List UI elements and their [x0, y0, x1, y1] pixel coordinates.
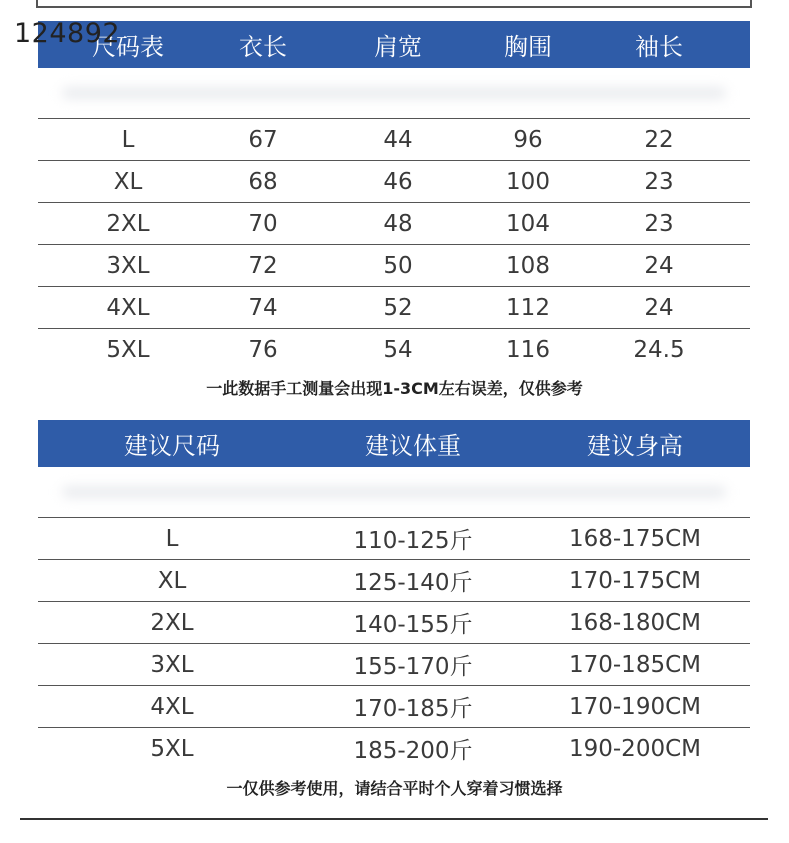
cell-size: XL	[113, 168, 143, 195]
cell-size: 2XL	[150, 609, 194, 636]
cell-length: 74	[248, 294, 278, 321]
table-row	[38, 202, 750, 244]
table-row	[38, 601, 750, 643]
blurred-band	[38, 467, 750, 517]
cell-chest: 96	[513, 126, 543, 153]
cell-height: 170-190CM	[568, 693, 701, 720]
cell-size: 3XL	[106, 252, 150, 279]
cell-shoulder: 50	[383, 252, 413, 279]
size-chart-header	[38, 21, 750, 68]
cell-size: 3XL	[150, 651, 194, 678]
table-row	[38, 517, 750, 559]
cell-shoulder: 48	[383, 210, 413, 237]
cell-chest: 112	[506, 294, 550, 321]
header-suggested-size: 建议尺码	[124, 432, 220, 460]
watermark-number: 124892	[14, 18, 121, 49]
cell-length: 70	[248, 210, 278, 237]
header-size: 尺码表	[92, 33, 164, 61]
cell-height: 170-175CM	[568, 567, 701, 594]
cell-shoulder: 54	[383, 336, 413, 363]
cell-shoulder: 44	[383, 126, 413, 153]
cell-size: 5XL	[106, 336, 150, 363]
header-length: 衣长	[239, 33, 287, 61]
cell-size: XL	[157, 567, 187, 594]
cell-length: 68	[248, 168, 278, 195]
cell-shoulder: 52	[383, 294, 413, 321]
cell-sleeve: 23	[644, 168, 674, 195]
cell-weight: 110-125斤	[353, 528, 473, 554]
table-row	[38, 727, 750, 769]
cell-height: 168-175CM	[568, 525, 701, 552]
cell-sleeve: 24.5	[633, 336, 685, 363]
cell-sleeve: 23	[644, 210, 674, 237]
size-chart-table	[38, 21, 750, 370]
cell-weight: 140-155斤	[353, 612, 473, 638]
header-chest: 胸围	[504, 33, 552, 61]
cell-size: L	[165, 525, 179, 552]
cell-chest: 100	[506, 168, 550, 195]
table-row	[38, 118, 750, 160]
cell-length: 72	[248, 252, 278, 279]
table-row	[38, 685, 750, 727]
cell-size: L	[121, 126, 135, 153]
bottom-divider	[20, 818, 768, 820]
cell-chest: 104	[506, 210, 550, 237]
cell-weight: 125-140斤	[353, 570, 473, 596]
table-row	[38, 244, 750, 286]
usage-note: 一仅供参考使用，请结合平时个人穿着习惯选择	[226, 779, 563, 798]
cell-size: 5XL	[150, 735, 194, 762]
cell-weight: 170-185斤	[353, 696, 473, 722]
header-suggested-weight: 建议体重	[365, 432, 461, 460]
blurred-band	[38, 68, 750, 118]
table-row	[38, 286, 750, 328]
cell-size: 4XL	[106, 294, 150, 321]
cell-sleeve: 24	[644, 252, 674, 279]
table-row	[38, 643, 750, 685]
recommendation-table	[38, 420, 750, 769]
cell-size: 4XL	[150, 693, 194, 720]
cell-height: 168-180CM	[568, 609, 701, 636]
cell-size: 2XL	[106, 210, 150, 237]
cell-shoulder: 46	[383, 168, 413, 195]
cell-weight: 155-170斤	[353, 654, 473, 680]
recommendation-header	[38, 420, 750, 467]
measurement-note: 一此数据手工测量会出现1-3CM左右误差，仅供参考	[206, 379, 583, 398]
table-row	[38, 328, 750, 370]
cell-weight: 185-200斤	[353, 738, 473, 764]
cell-length: 67	[248, 126, 278, 153]
cell-length: 76	[248, 336, 278, 363]
cell-sleeve: 24	[644, 294, 674, 321]
table-row	[38, 559, 750, 601]
table-row	[38, 160, 750, 202]
top-frame-line	[36, 0, 752, 8]
cell-height: 170-185CM	[568, 651, 701, 678]
cell-height: 190-200CM	[568, 735, 701, 762]
header-sleeve: 袖长	[635, 33, 683, 61]
header-suggested-height: 建议身高	[587, 432, 683, 460]
cell-chest: 116	[506, 336, 550, 363]
header-shoulder: 肩宽	[374, 33, 422, 61]
cell-sleeve: 22	[644, 126, 674, 153]
cell-chest: 108	[506, 252, 550, 279]
